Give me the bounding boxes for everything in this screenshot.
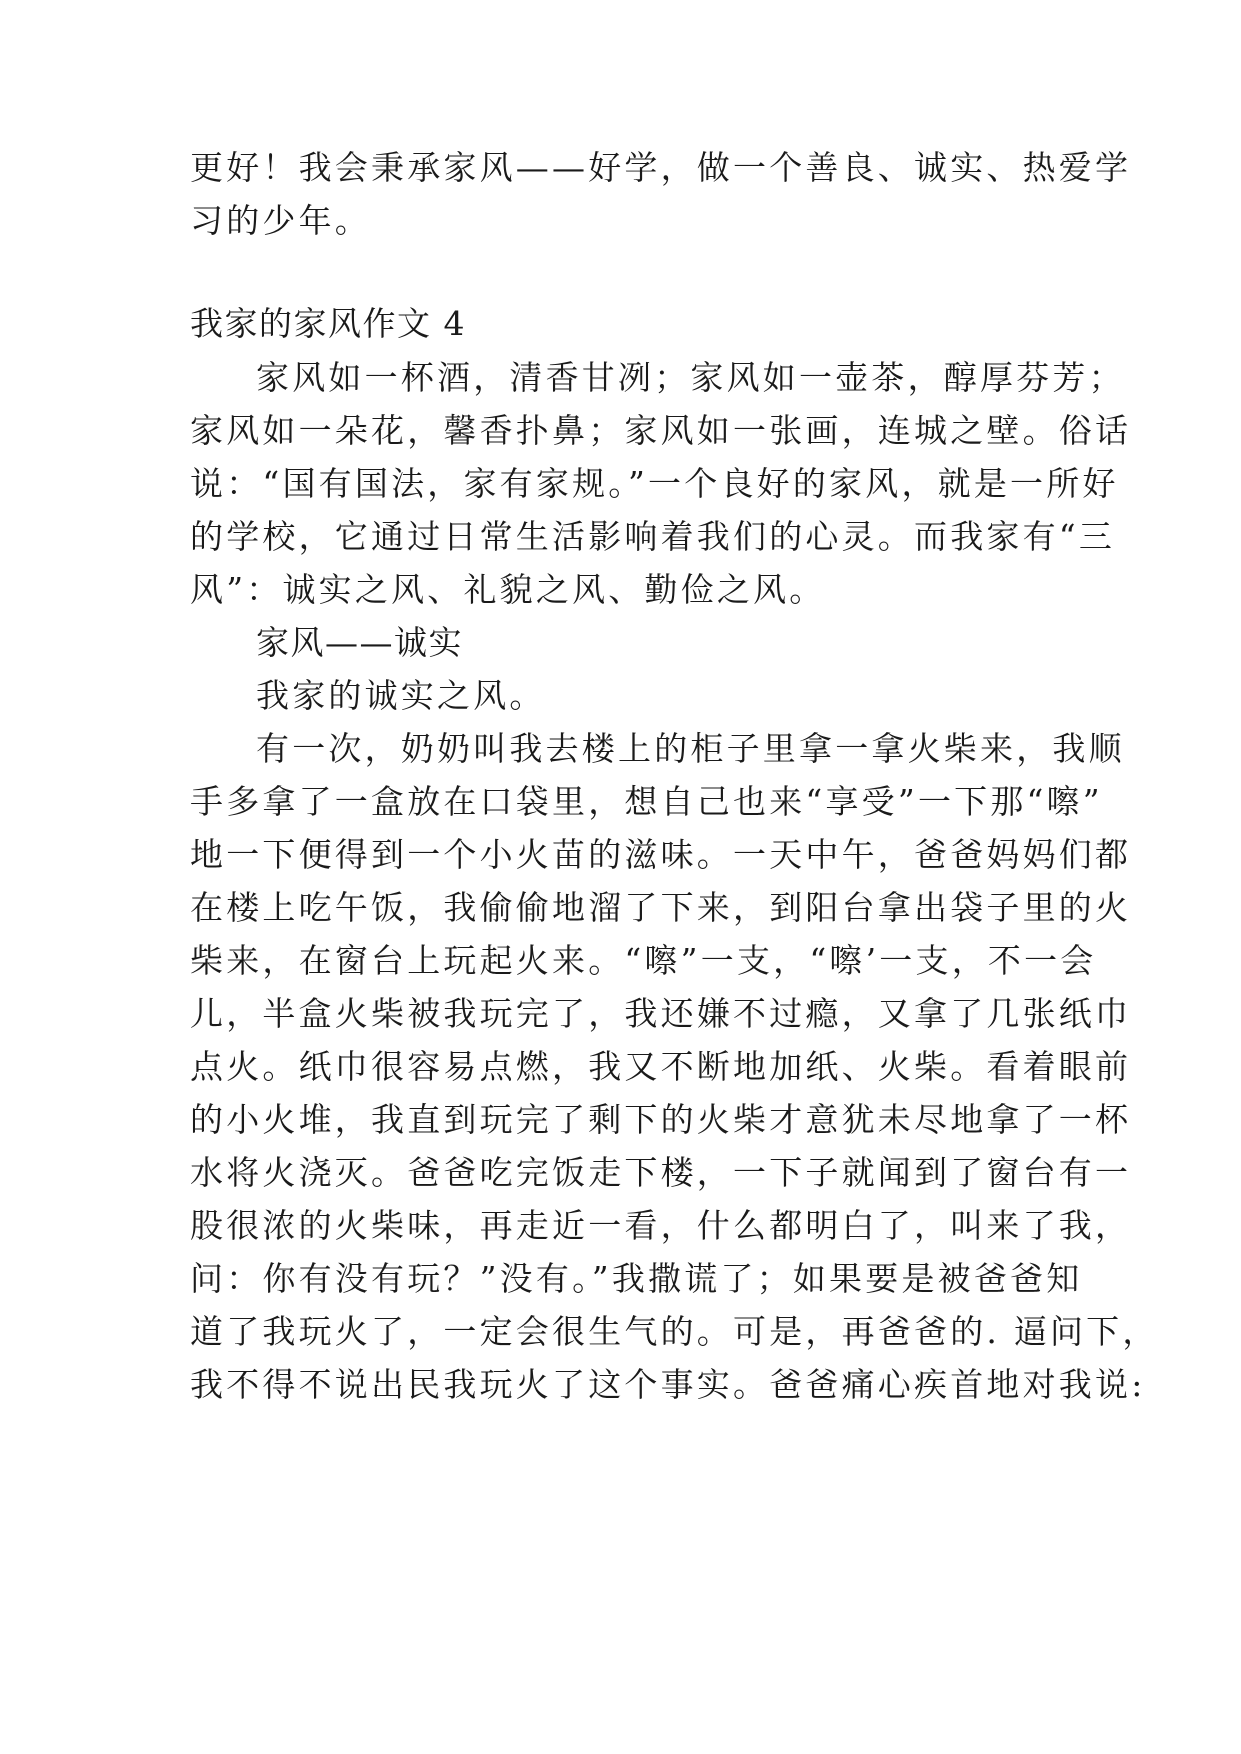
paragraph-line: 家风如一朵花，馨香扑鼻；家风如一张画，连城之壁。俗话 [190, 411, 1132, 450]
paragraph-line: 说：“国有国法，家有家规。”一个良好的家风，就是一所好 [190, 464, 1119, 503]
paragraph-line: 儿，半盒火柴被我玩完了，我还嫌不过瘾，又拿了几张纸巾 [190, 994, 1132, 1033]
subline: 我家的诚实之风。 [256, 676, 546, 715]
subheading: 家风——诚实 [256, 623, 463, 662]
paragraph-line: 有一次，奶奶叫我去楼上的柜子里拿一拿火柴来，我顺 [256, 729, 1125, 768]
paragraph-line: 点火。纸巾很容易点燃，我又不断地加纸、火柴。看着眼前 [190, 1047, 1132, 1086]
section-title: 我家的家风作文 4 [190, 304, 466, 343]
paragraph-line: 手多拿了一盒放在口袋里，想自己也来“享受”一下那“嚓” [190, 782, 1103, 821]
paragraph-line: 问：你有没有玩？”没有。”我撒谎了；如果要是被爸爸知 [190, 1259, 1083, 1298]
paragraph-line: 道了我玩火了，一定会很生气的。可是，再爸爸的. 逼问下， [190, 1312, 1159, 1351]
paragraph-line: 地一下便得到一个小火苗的滋味。一天中午，爸爸妈妈们都 [190, 835, 1132, 874]
paragraph-line: 的小火堆，我直到玩完了剩下的火柴才意犹未尽地拿了一杯 [190, 1100, 1132, 1139]
paragraph-line: 的学校，它通过日常生活影响着我们的心灵。而我家有“三 [190, 517, 1116, 556]
paragraph-line: 风”：诚实之风、礼貌之风、勤俭之风。 [190, 570, 826, 609]
paragraph-line: 柴来，在窗台上玩起火来。“嚓”一支，“嚓’一支，不一会 [190, 941, 1097, 980]
paragraph-line: 我不得不说出民我玩火了这个事实。爸爸痛心疾首地对我说: [190, 1365, 1146, 1404]
paragraph-line: 在楼上吃午饭，我偷偷地溜了下来，到阳台拿出袋子里的火 [190, 888, 1132, 927]
paragraph-line: 股很浓的火柴味，再走近一看，什么都明白了，叫来了我， [190, 1206, 1132, 1245]
paragraph-line: 家风如一杯酒，清香甘冽；家风如一壶茶，醇厚芬芳； [256, 358, 1125, 397]
text-line: 更好！我会秉承家风——好学，做一个善良、诚实、热爱学 [190, 148, 1132, 187]
paragraph-line: 水将火浇灭。爸爸吃完饭走下楼，一下子就闻到了窗台有一 [190, 1153, 1132, 1192]
text-line: 习的少年。 [190, 201, 371, 240]
